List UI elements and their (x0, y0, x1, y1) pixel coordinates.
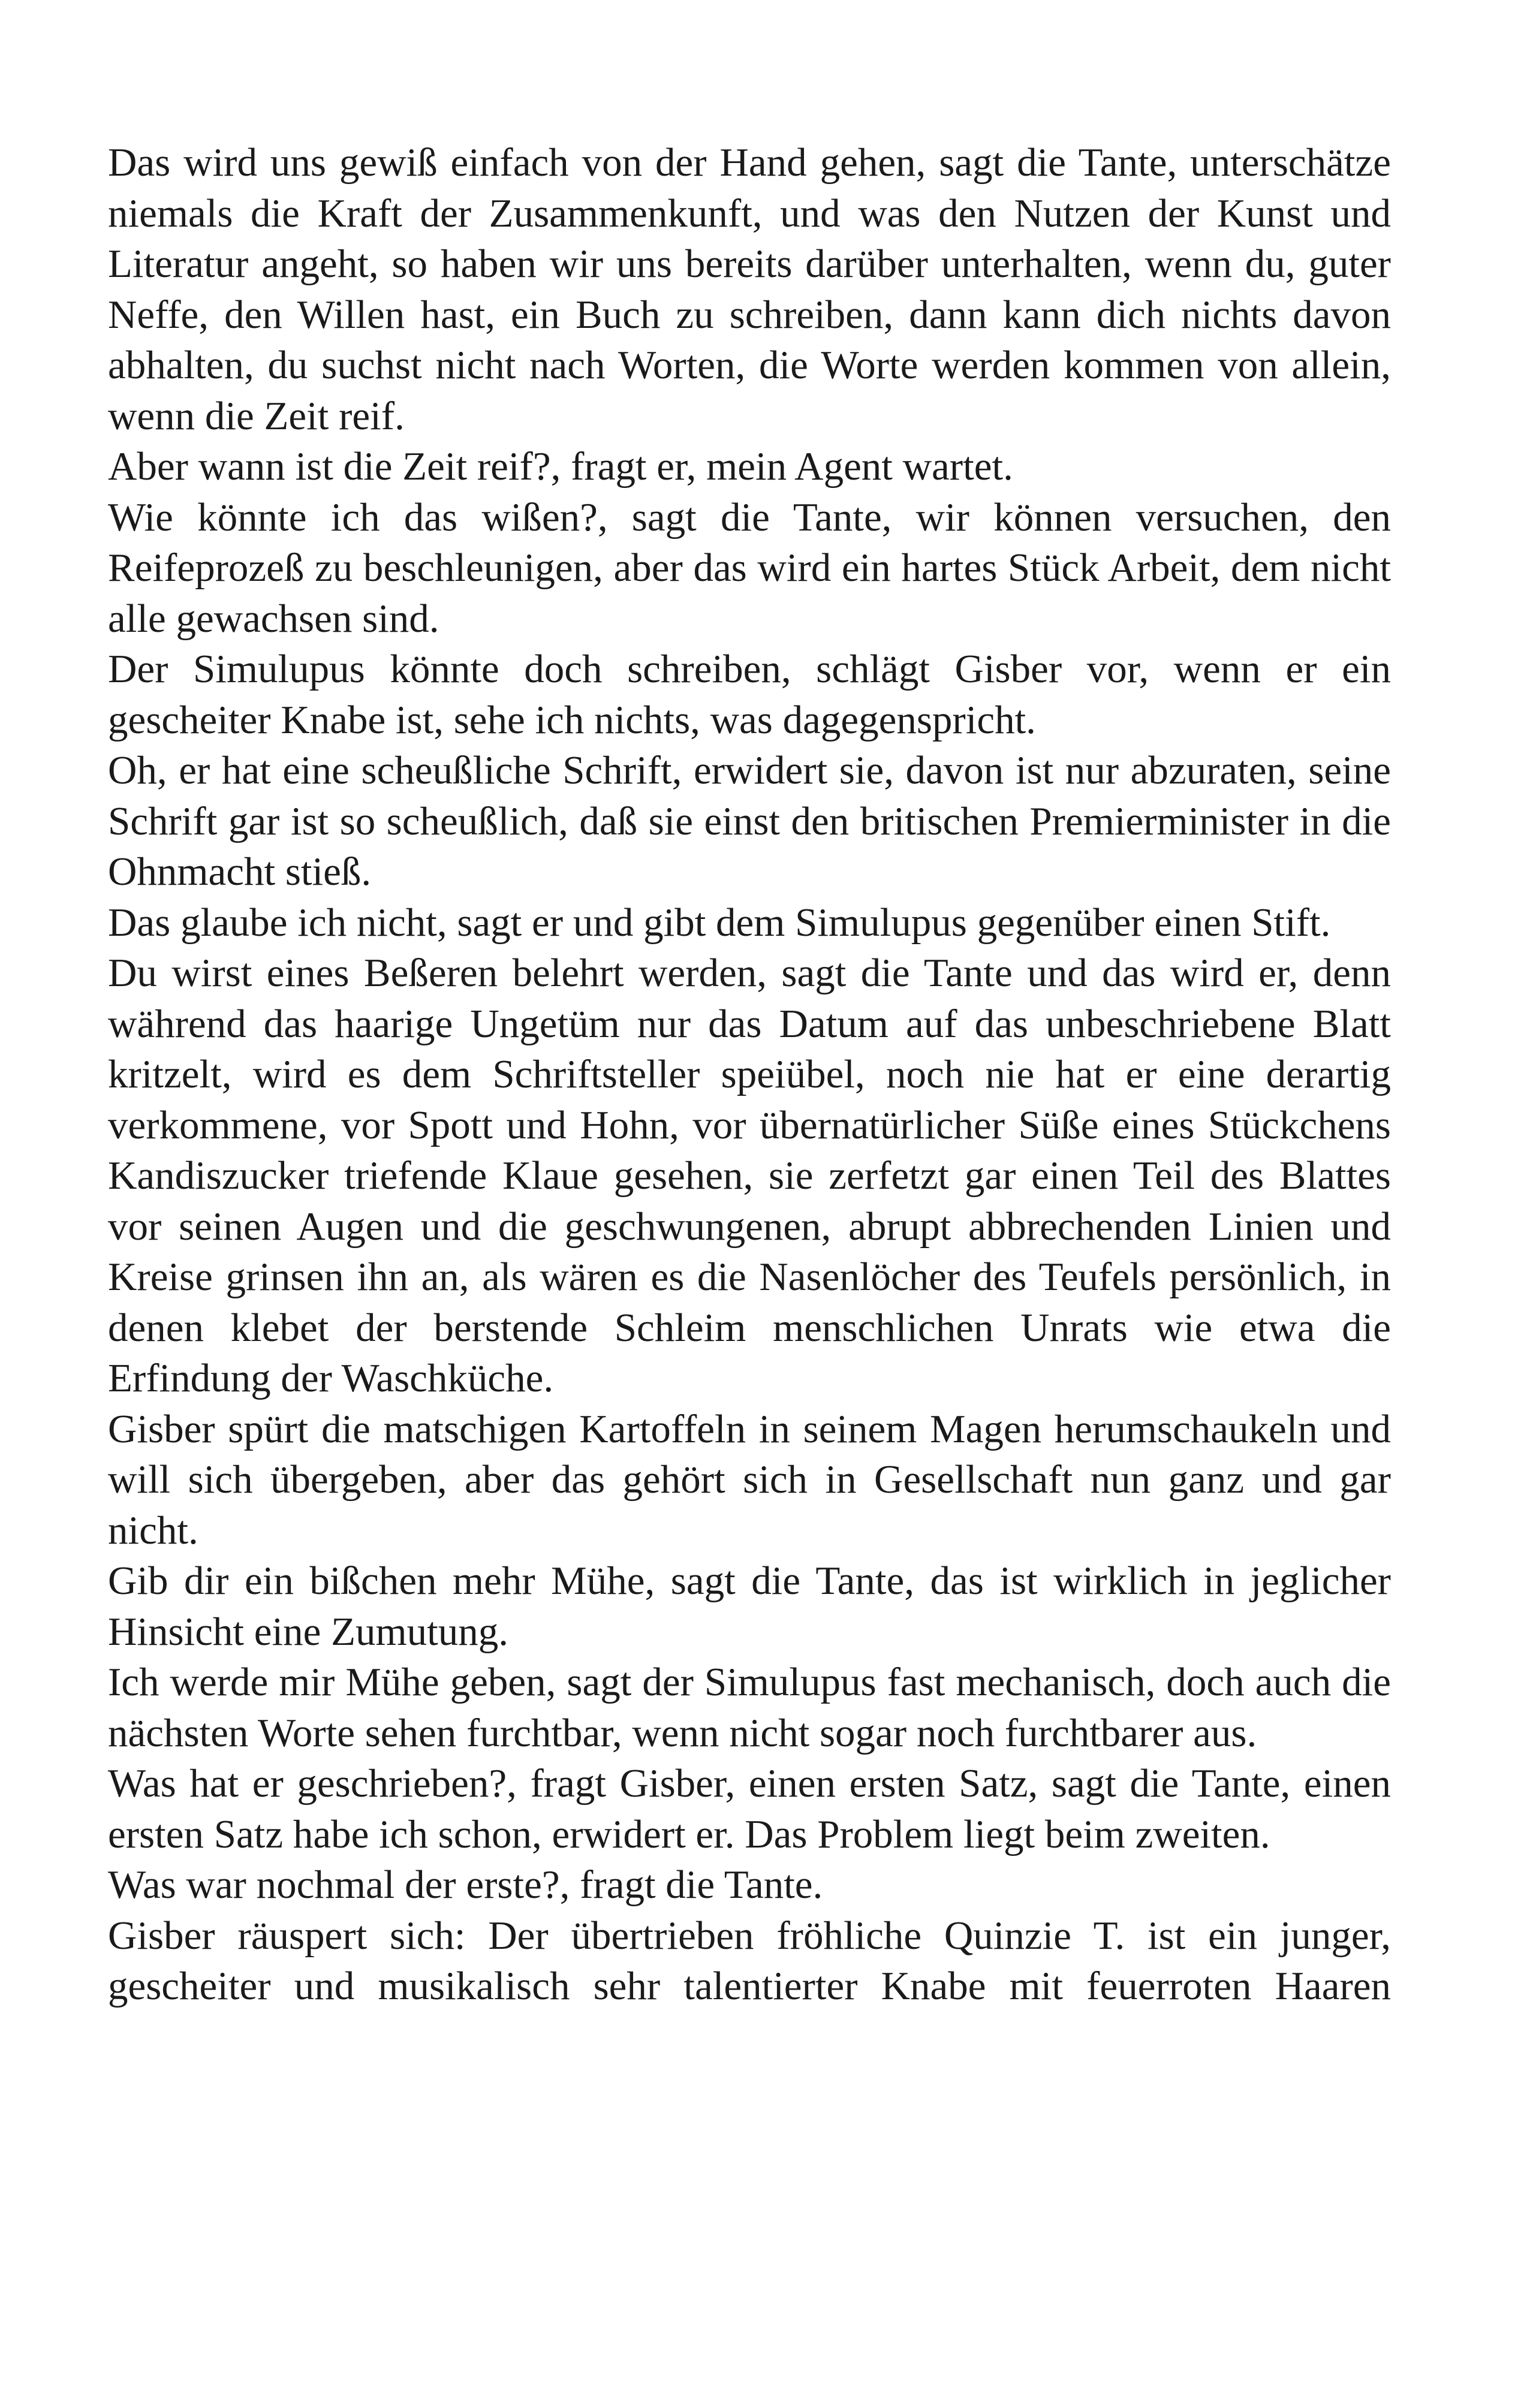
paragraph-tante-zusammenkunft: Das wird uns gewiß einfach von der Hand gehen, sagt die Tante, unterschätze niemals die Kraft der Zusammenkunft, und was den Nutzen der Kunst und Literatur angeht, so haben wir uns bereits darüber unterhalten, wenn du, guter Neffe, den Willen hast, ein Buch zu schreiben, dann kann dich nichts davon abhalten, du suchst nicht nach Worten, die Worte werden kommen von allein, wenn die Zeit reif. (108, 140, 1391, 438)
paragraph-erster-satz: Was hat er geschrieben?, fragt Gisber, einen ersten Satz, sagt die Tante, einen ersten Satz habe ich schon, erwidert er. Das Problem liegt beim zweiten. (108, 1761, 1391, 1857)
paragraph-muehe-geben: Ich werde mir Mühe geben, sagt der Simulupus fast mechanisch, doch auch die nächsten Worte sehen furchtbar, wenn nicht sogar noch furchtbarer aus. (108, 1660, 1391, 1755)
paragraph-besseren-belehrt: Du wirst eines Beßeren belehrt werden, sagt die Tante und das wird er, denn während das haarige Ungetüm nur das Datum auf das unbeschriebene Blatt kritzelt, wird es dem Schriftsteller speiübel, noch nie hat er eine derartig verkommene, vor Spott und Hohn, vor übernatürlicher Süße eines Stückchens Kandiszucker triefende Klaue gesehen, sie zerfetzt gar einen Teil des Blattes vor seinen Augen und die geschwungenen, abrupt abbrechenden Linien und Kreise grinsen ihn an, als wären es die Nasenlöcher des Teufels persönlich, in denen klebet der berstende Schleim menschlichen Unrats wie etwa die Erfindung der Waschküche. (108, 951, 1391, 1400)
paragraph-scheussliche-schrift: Oh, er hat eine scheußliche Schrift, erwidert sie, davon ist nur abzuraten, seine Schrift gar ist so scheußlich, daß sie einst den britischen Premierminister in die Ohnmacht stieß. (108, 748, 1391, 894)
paragraph-reifeprozess: Wie könnte ich das wißen?, sagt die Tante, wir können versuchen, den Reifeprozeß zu beschleunigen, aber das wird ein hartes Stück Arbeit, dem nicht alle gewachsen sind. (108, 495, 1391, 641)
paragraph-muehe: Gib dir ein bißchen mehr Mühe, sagt die Tante, das ist wirklich in jeglicher Hinsicht eine Zumutung. (108, 1559, 1391, 1654)
page-body (108, 137, 1391, 2012)
paragraph-quinzie: Gisber räuspert sich: Der übertrieben fröhliche Quinzie T. ist ein junger, gescheiter und musikalisch sehr talentierter Knabe mit feuerroten Haaren (108, 1913, 1391, 2008)
paragraph-kartoffeln: Gisber spürt die matschigen Kartoffeln in seinem Magen herumschaukeln und will sich übergeben, aber das gehört sich in Gesellschaft nun ganz und gar nicht. (108, 1406, 1391, 1553)
paragraph-zeit-reif: Aber wann ist die Zeit reif?, fragt er, mein Agent wartet. (108, 444, 1013, 489)
paragraph-simulupus-schreiben: Der Simulupus könnte doch schreiben, schlägt Gisber vor, wenn er ein gescheiter Knabe ist, sehe ich nichts, was dagegenspricht. (108, 647, 1391, 742)
paragraph-stift: Das glaube ich nicht, sagt er und gibt dem Simulupus gegenüber einen Stift. (108, 900, 1331, 945)
paragraph-nochmal-erste: Was war nochmal der erste?, fragt die Tante. (108, 1862, 823, 1907)
